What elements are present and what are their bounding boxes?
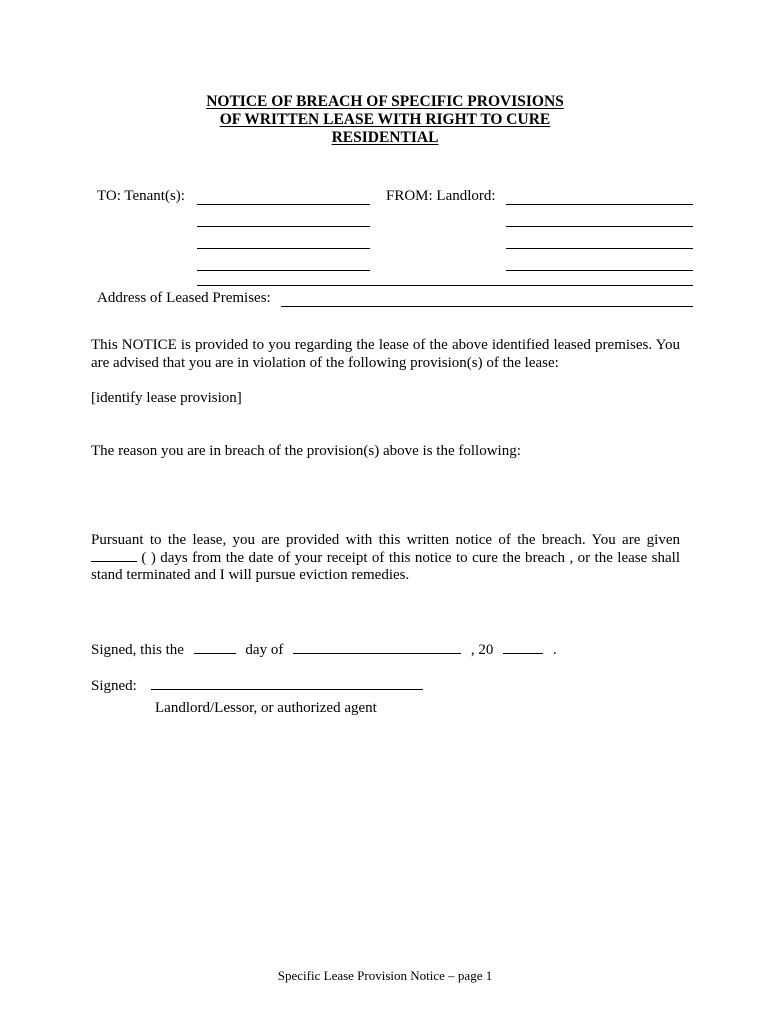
parties-row-2 — [97, 205, 693, 227]
identify-provision-placeholder: [identify lease provision] — [91, 390, 242, 406]
title-line-2: OF WRITTEN LEASE WITH RIGHT TO CURE — [219, 111, 551, 128]
cure-paragraph — [91, 532, 680, 585]
parties-section — [97, 183, 693, 286]
parties-row-5 — [97, 271, 693, 286]
landlord-name-line-3[interactable] — [506, 247, 693, 249]
parties-row-4 — [97, 249, 693, 271]
cure-paragraph-post: ( ) days from the date of your receipt of this notice to cure the breach , or the lease shall stand terminated and I will pursue eviction remedies. — [91, 549, 680, 583]
extra-fill-line[interactable] — [197, 284, 693, 286]
agent-caption: Landlord/Lessor, or authorized agent — [155, 699, 377, 716]
landlord-name-line-2[interactable] — [506, 225, 693, 227]
day-number-fill-line[interactable] — [194, 643, 236, 654]
signed-label: Signed: — [91, 677, 137, 694]
year-prefix-label: , 20 — [470, 641, 494, 658]
signature-fill-line[interactable] — [151, 679, 423, 690]
reason-line: The reason you are in breach of the provision(s) above is the following: — [91, 442, 521, 459]
signature-row — [91, 676, 680, 696]
address-row — [97, 289, 693, 307]
sentence-period: . — [552, 641, 557, 658]
to-tenants-label: TO: Tenant(s): — [97, 188, 185, 204]
address-fill-line[interactable] — [281, 305, 693, 307]
landlord-name-line-1[interactable] — [506, 203, 693, 205]
cure-paragraph-pre: Pursuant to the lease, you are provided with this written notice of the breach. You are given — [91, 532, 680, 548]
signature-date-row — [91, 640, 680, 660]
document-title — [0, 0, 770, 147]
address-label: Address of Leased Premises: — [97, 290, 271, 306]
parties-row-3 — [97, 227, 693, 249]
days-count-fill-line[interactable] — [91, 551, 137, 562]
tenant-name-line-2[interactable] — [197, 225, 370, 227]
parties-row-1 — [97, 183, 693, 205]
year-fill-line[interactable] — [503, 643, 543, 654]
title-line-3: RESIDENTIAL — [331, 129, 439, 146]
notice-paragraph: This NOTICE is provided to you regarding the lease of the above identified leased premises. You are advised that you are in violation of the following provision(s) of the lease: — [91, 337, 680, 371]
day-of-label: day of — [245, 641, 284, 658]
tenant-name-line-1[interactable] — [197, 203, 370, 205]
document-body — [91, 337, 680, 717]
month-fill-line[interactable] — [293, 643, 461, 654]
signed-this-label: Signed, this the — [91, 641, 184, 658]
title-line-1: NOTICE OF BREACH OF SPECIFIC PROVISIONS — [206, 93, 564, 110]
from-landlord-label: FROM: Landlord: — [386, 188, 496, 204]
landlord-name-line-4[interactable] — [506, 269, 693, 271]
tenant-name-line-3[interactable] — [197, 247, 370, 249]
page-footer: Specific Lease Provision Notice – page 1 — [277, 968, 493, 983]
tenant-name-line-4[interactable] — [197, 269, 370, 271]
